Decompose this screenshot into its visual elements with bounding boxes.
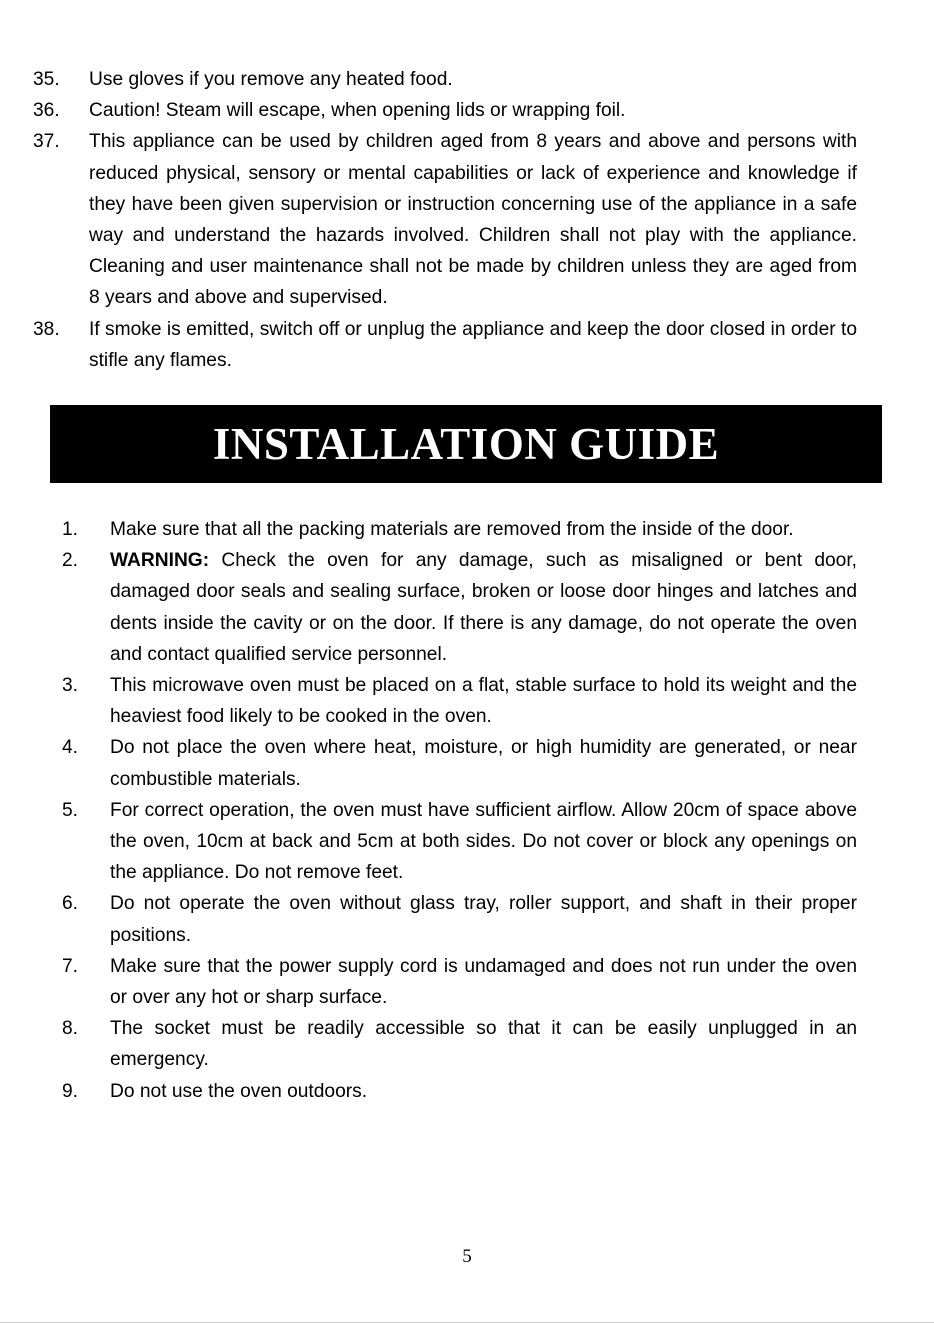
item-text: If smoke is emitted, switch off or unplug the appliance and keep the door closed in order to stifle any flames.	[89, 318, 857, 371]
list-item	[0, 732, 934, 794]
item-text: Make sure that all the packing materials are removed from the inside of the door.	[110, 519, 794, 540]
warning-label: WARNING:	[110, 550, 210, 572]
list-item	[0, 888, 934, 950]
item-number: 3.	[62, 675, 79, 697]
list-item	[0, 64, 934, 95]
list-item	[0, 314, 934, 376]
item-number: 36.	[33, 100, 60, 122]
list-item	[0, 95, 934, 126]
safety-list	[0, 64, 934, 376]
item-number: 7.	[62, 955, 79, 977]
section-title: INSTALLATION GUIDE	[212, 419, 720, 469]
list-item	[0, 1076, 934, 1107]
item-number: 6.	[62, 893, 79, 915]
item-number: 9.	[62, 1080, 79, 1102]
item-text: This microwave oven must be placed on a flat, stable surface to hold its weight and the heaviest food likely to be cooked in the oven.	[110, 675, 857, 728]
list-item	[0, 795, 934, 889]
item-text: Do not use the oven outdoors.	[110, 1080, 368, 1102]
page-number: 5	[462, 1246, 472, 1267]
section-banner	[50, 405, 882, 483]
item-text: This appliance can be used by children aged from 8 years and above and persons with reduced physical, sensory or mental capabilities or lack of experience and knowledge if they have been given supervision or instruction concerning use of the appliance in a safe way and understand the hazards involved. Children shall not play with the appliance. Cleaning and user maintenance shall not be made by children unless they are aged from 8 years and above and supervised.	[89, 131, 857, 309]
item-number: 35.	[33, 69, 60, 90]
item-number: 37.	[33, 131, 60, 153]
list-item	[0, 545, 934, 670]
item-text: Do not operate the oven without glass tray, roller support, and shaft in their proper positions.	[110, 893, 857, 946]
item-text: Make sure that the power supply cord is undamaged and does not run under the oven or over any hot or sharp surface.	[110, 955, 857, 1009]
item-number: 1.	[62, 519, 79, 540]
item-number: 2.	[62, 550, 79, 572]
item-number: 4.	[62, 737, 79, 759]
list-item	[0, 1013, 934, 1075]
installation-list	[0, 514, 934, 1107]
list-item	[0, 951, 934, 1013]
item-text: Caution! Steam will escape, when opening lids or wrapping foil.	[89, 100, 626, 122]
list-item	[0, 514, 934, 545]
item-text: Do not place the oven where heat, moisture, or high humidity are generated, or near combustible materials.	[110, 737, 857, 790]
item-text: Check the oven for any damage, such as misaligned or bent door, damaged door seals and sealing surface, broken or loose door hinges and latches and dents inside the cavity or on the door. If there is any damage, do not operate the oven and contact qualified service personnel.	[110, 550, 857, 665]
list-item	[0, 126, 934, 313]
item-text: Use gloves if you remove any heated food.	[89, 69, 453, 90]
item-text: The socket must be readily accessible so that it can be easily unplugged in an emergency.	[110, 1018, 857, 1071]
item-text: For correct operation, the oven must have sufficient airflow. Allow 20cm of space above the oven, 10cm at back and 5cm at both sides. Do not cover or block any openings on the appliance. Do not remove feet.	[110, 799, 857, 884]
item-number: 5.	[62, 799, 79, 821]
item-number: 38.	[33, 318, 60, 340]
list-item	[0, 670, 934, 732]
item-number: 8.	[62, 1018, 79, 1040]
